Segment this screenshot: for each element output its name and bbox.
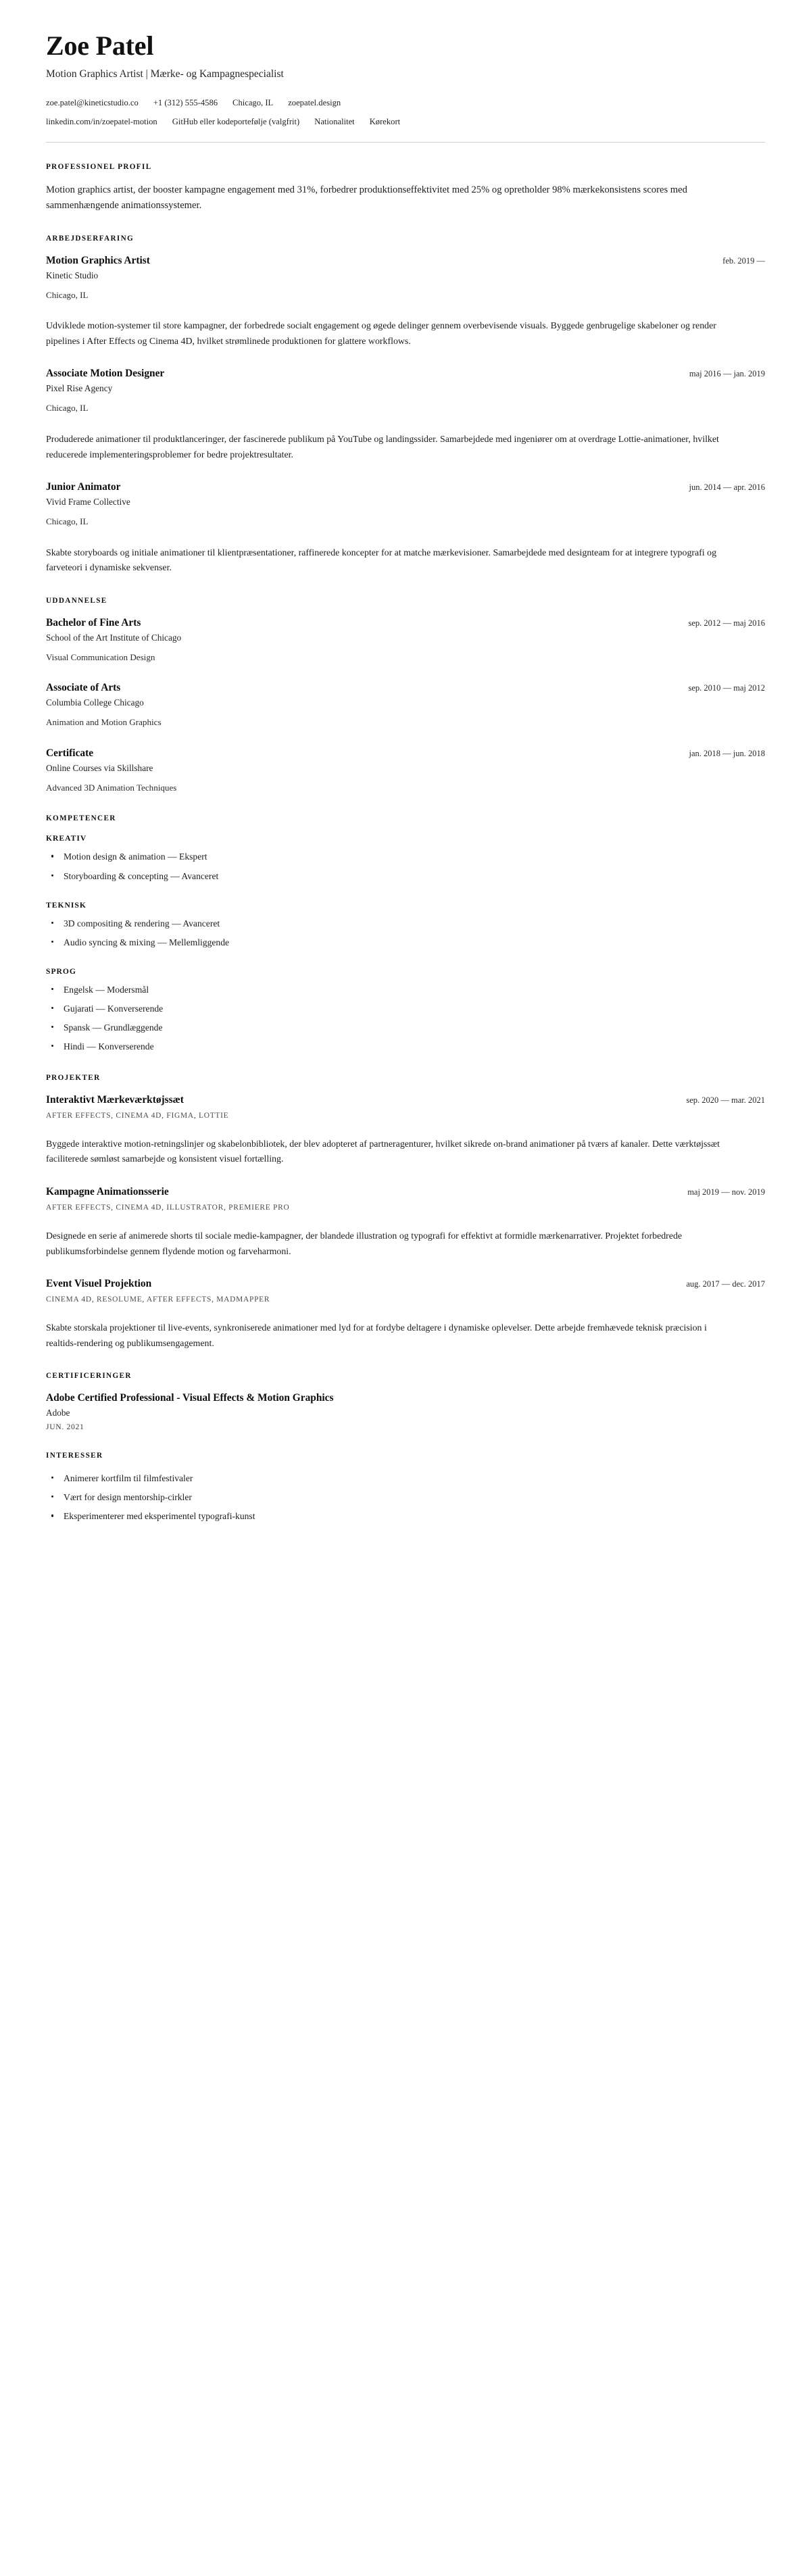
experience-job-title: Junior Animator [46, 481, 121, 493]
experience-date-range: feb. 2019 — [722, 255, 765, 266]
contact-website[interactable]: zoepatel.design [288, 97, 341, 107]
header-divider [46, 142, 765, 143]
interest-list-item: Animerer kortfilm til filmfestivaler [46, 1471, 765, 1485]
section-experience [46, 234, 765, 576]
education-field: Animation and Motion Graphics [46, 717, 162, 728]
education-entry-head [46, 747, 765, 760]
contact-nationality: Nationalitet [314, 116, 355, 126]
education-entry [46, 616, 765, 664]
skill-list-item: Audio syncing & mixing — Mellemliggende [46, 935, 765, 949]
interest-list-item: Vært for design mentorship-cirkler [46, 1490, 765, 1504]
education-entry [46, 747, 765, 795]
experience-company: Vivid Frame Collective [46, 497, 130, 507]
experience-description: Skabte storyboards og initiale animationer til klientpræsentationer, raffinerede koncepter for at matche mærkevisioner. Samarbejdede med designteam for at integrere typografi og farveteori i dynamiske sekvenser. [46, 547, 717, 574]
project-date-range: aug. 2017 — dec. 2017 [686, 1279, 765, 1289]
skill-list [46, 916, 765, 949]
education-entry-head [46, 681, 765, 695]
interest-list-item: Eksperimenterer med eksperimentel typografi-kunst [46, 1509, 765, 1523]
project-date-range: sep. 2020 — mar. 2021 [686, 1095, 765, 1105]
contact-linkedin[interactable]: linkedin.com/in/zoepatel-motion [46, 116, 157, 126]
language-group-title: SPROG [46, 966, 76, 976]
education-institution: Online Courses via Skillshare [46, 762, 153, 773]
skill-list-item: Motion design & animation — Ekspert [46, 849, 765, 864]
section-title-skills: KOMPETENCER [46, 814, 116, 823]
project-title: Event Visuel Projektion [46, 1278, 152, 1290]
project-entry [46, 1093, 765, 1168]
section-title-certifications: CERTIFICERINGER [46, 1372, 132, 1381]
skill-group-technical [46, 901, 765, 949]
section-skills [46, 814, 765, 1054]
resume-header [46, 31, 765, 143]
profile-summary-text: Motion graphics artist, der booster kampagne engagement med 31%, forbedrer produktionseffektivitet med 25% og opretholder 98% mærkekonsistens scores med sammenhængende animationssystemer. [46, 184, 687, 212]
contact-line-primary [46, 97, 765, 109]
skill-list-item: Storyboarding & concepting — Avanceret [46, 869, 765, 883]
education-field: Visual Communication Design [46, 651, 155, 662]
skill-list-item: 3D compositing & rendering — Avanceret [46, 916, 765, 931]
project-title: Interaktivt Mærkeværktøjssæt [46, 1093, 184, 1106]
project-entry [46, 1185, 765, 1260]
section-title-experience: ARBEJDSERFARING [46, 234, 134, 243]
project-tech-stack: AFTER EFFECTS, CINEMA 4D, ILLUSTRATOR, PREMIERE PRO [46, 1204, 290, 1212]
section-title-projects: PROJEKTER [46, 1073, 101, 1082]
contact-github[interactable]: GitHub eller kodeportefølje (valgfrit) [172, 116, 300, 126]
experience-entry [46, 480, 765, 576]
experience-description: Udviklede motion-systemer til store kampagner, der forbedrede socialt engagement og øgede delinger gennem overbevisende visuals. Byggede genbrugelige skabeloner og render pipelines i After Effects og Cinema 4D, hvilket strømlinede produktionen for glattere workflows. [46, 321, 716, 347]
certification-title: Adobe Certified Professional - Visual Effects & Motion Graphics [46, 1392, 334, 1404]
section-projects [46, 1074, 765, 1352]
experience-location: Chicago, IL [46, 516, 89, 526]
experience-entry-head [46, 254, 765, 268]
contact-driving-license: Kørekort [369, 116, 401, 126]
education-degree: Associate of Arts [46, 682, 121, 694]
education-degree: Bachelor of Fine Arts [46, 616, 141, 628]
section-title-profile: PROFESSIONEL PROFIL [46, 162, 152, 171]
education-degree: Certificate [46, 747, 94, 759]
experience-entry-head [46, 480, 765, 494]
education-date-range: sep. 2012 — maj 2016 [688, 618, 765, 628]
project-entry [46, 1277, 765, 1352]
skill-group-title: KREATIV [46, 834, 87, 843]
language-list [46, 983, 765, 1054]
project-tech-stack: AFTER EFFECTS, CINEMA 4D, FIGMA, LOTTIE [46, 1111, 229, 1120]
experience-company: Pixel Rise Agency [46, 383, 113, 394]
project-description: Skabte storskala projektioner til live-events, synkroniserede animationer med lyd for at fordybe deltagere i dynamiske oplevelser. Dette arbejde fremhævede teknisk præcision i realtids-rendering og publikumsengagement. [46, 1323, 707, 1349]
interest-list [46, 1471, 765, 1523]
candidate-headline: Motion Graphics Artist | Mærke- og Kampagnespecialist [46, 68, 284, 80]
section-certifications [46, 1372, 765, 1431]
project-title: Kampagne Animationsserie [46, 1185, 169, 1197]
education-date-range: jan. 2018 — jun. 2018 [689, 748, 765, 758]
section-profile [46, 163, 765, 214]
skill-group-languages [46, 967, 765, 1054]
skill-group-creative [46, 834, 765, 883]
experience-job-title: Motion Graphics Artist [46, 254, 150, 266]
section-interests [46, 1452, 765, 1523]
contact-line-secondary [46, 116, 765, 128]
experience-date-range: maj 2016 — jan. 2019 [689, 369, 765, 379]
candidate-name: Zoe Patel [46, 30, 154, 61]
experience-location: Chicago, IL [46, 403, 89, 414]
certification-date: JUN. 2021 [46, 1422, 84, 1432]
project-entry-head [46, 1277, 765, 1291]
language-list-item: Spansk — Grundlæggende [46, 1020, 765, 1035]
contact-location: Chicago, IL [232, 97, 274, 107]
section-title-interests: INTERESSER [46, 1452, 103, 1460]
experience-description: Produderede animationer til produktlanceringer, der fascinerede publikum på YouTube og landingssider. Samarbejdede med ingeniører om at overdrage Lottie-animationer, hvilket reducerede implementeringsproblemer for bedre projektresultater. [46, 435, 719, 460]
experience-date-range: jun. 2014 — apr. 2016 [689, 482, 765, 493]
project-description: Byggede interaktive motion-retningslinjer og skabelonbibliotek, der blev adopteret af partneragenturer, hvilket sikrede on-brand animationer på tværs af kanaler. Dette værktøjssæt faciliterede sømløst samarbejde og konsistent visuel fortælling. [46, 1139, 720, 1165]
project-description: Designede en serie af animerede shorts til sociale medie-kampagner, der blandede illustration og typografi for effektivt at formidle mærkenarrativer. Projektet forbedrede publikumsforbindelse gennem flydende motion og farveharmoni. [46, 1231, 683, 1257]
skill-list [46, 849, 765, 883]
language-list-item: Engelsk — Modersmål [46, 983, 765, 997]
section-education [46, 597, 765, 795]
education-entry-head [46, 616, 765, 630]
certification-issuer: Adobe [46, 1408, 70, 1418]
section-title-education: UDDANNELSE [46, 596, 107, 605]
contact-phone[interactable]: +1 (312) 555-4586 [153, 97, 218, 107]
project-entry-head [46, 1185, 765, 1199]
project-date-range: maj 2019 — nov. 2019 [687, 1187, 765, 1197]
experience-entry [46, 367, 765, 463]
language-list-item: Hindi — Konverserende [46, 1039, 765, 1054]
education-institution: Columbia College Chicago [46, 697, 144, 708]
certification-entry [46, 1391, 765, 1431]
experience-entry-head [46, 367, 765, 380]
experience-company: Kinetic Studio [46, 270, 99, 280]
education-field: Advanced 3D Animation Techniques [46, 782, 177, 793]
education-date-range: sep. 2010 — maj 2012 [688, 683, 765, 693]
language-list-item: Gujarati — Konverserende [46, 1001, 765, 1016]
project-entry-head [46, 1093, 765, 1107]
project-tech-stack: CINEMA 4D, RESOLUME, AFTER EFFECTS, MADMAPPER [46, 1295, 270, 1304]
experience-job-title: Associate Motion Designer [46, 368, 165, 380]
skill-group-title: TEKNISK [46, 900, 87, 910]
contact-email[interactable]: zoe.patel@kineticstudio.co [46, 97, 139, 107]
education-entry [46, 681, 765, 729]
experience-location: Chicago, IL [46, 289, 89, 300]
experience-entry [46, 254, 765, 350]
education-institution: School of the Art Institute of Chicago [46, 632, 182, 643]
